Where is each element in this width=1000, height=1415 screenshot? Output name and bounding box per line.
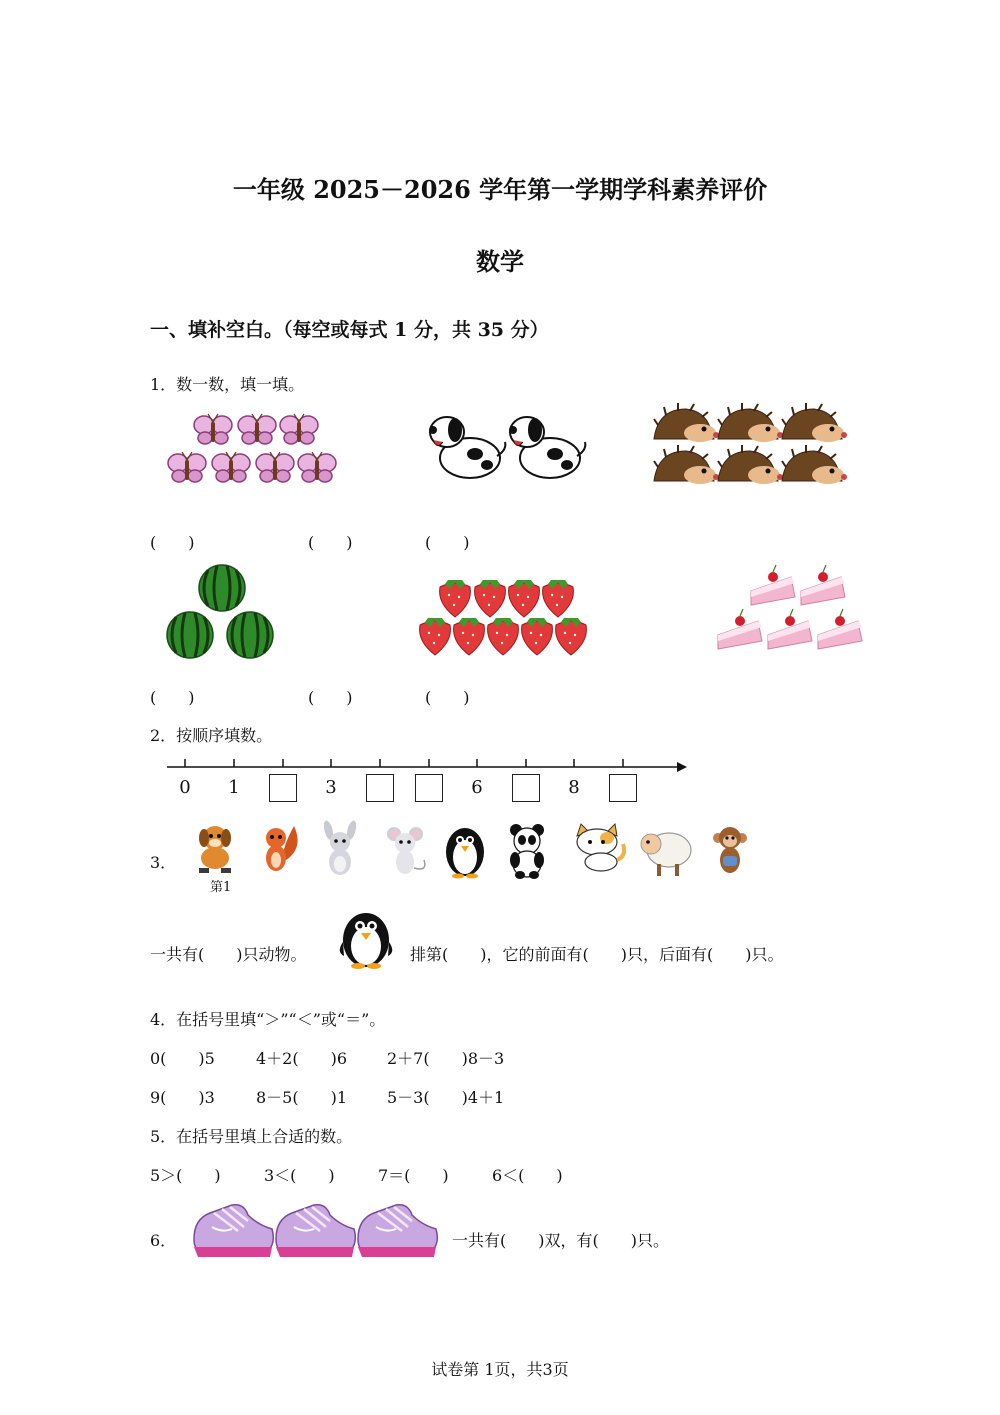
cake-group xyxy=(713,565,868,655)
strawberry-group xyxy=(415,575,595,660)
section-heading: 一、填补空白。（每空或每式 1 分，共 35 分） xyxy=(150,319,549,341)
tick-label: 0 xyxy=(179,777,191,798)
hedgehog-group xyxy=(652,405,852,490)
shoe-icon xyxy=(192,1195,442,1265)
answer-box[interactable] xyxy=(269,774,297,802)
q5-item[interactable]: 3＜( ) xyxy=(264,1166,335,1185)
q4-item[interactable]: 8－5( )1 xyxy=(256,1088,348,1107)
penguin-icon xyxy=(446,828,484,879)
q4-item[interactable]: 9( )3 xyxy=(150,1088,215,1107)
butterfly-group xyxy=(165,408,345,493)
q5-prompt: 5．在括号里填上合适的数。 xyxy=(150,1127,353,1146)
first-position-label: 第1 xyxy=(210,880,232,895)
q1-blank-strawberry[interactable]: ( ) xyxy=(308,688,353,707)
dog-icon xyxy=(420,410,590,485)
answer-box[interactable] xyxy=(512,774,540,802)
q4-prompt: 4．在括号里填“＞”“＜”或“＝”。 xyxy=(150,1010,386,1029)
shoe-group xyxy=(192,1195,442,1265)
cat-icon xyxy=(577,824,624,871)
page-footer: 试卷第 1页，共3页 xyxy=(431,1360,569,1379)
dog-icon xyxy=(199,826,231,873)
tick-label: 8 xyxy=(568,777,580,798)
butterfly-icon xyxy=(165,408,345,493)
tick-label: 1 xyxy=(228,777,240,798)
squirrel-icon xyxy=(266,826,298,871)
monkey-icon xyxy=(713,827,747,873)
q3-position-text: 排第( )，它的前面有( )只，后面有( )只。 xyxy=(410,945,784,964)
strawberry-icon xyxy=(415,575,595,660)
q1-blank-dog[interactable]: ( ) xyxy=(308,533,353,552)
q4-item[interactable]: 0( )5 xyxy=(150,1049,215,1068)
watermelon-group xyxy=(165,563,280,663)
tick-label: 6 xyxy=(471,777,483,798)
q3-prompt: 3． xyxy=(150,853,177,872)
watermelon-icon xyxy=(165,563,280,663)
q1-blank-watermelon[interactable]: ( ) xyxy=(150,688,195,707)
answer-box[interactable] xyxy=(366,774,394,802)
q6-prompt: 6． xyxy=(150,1231,177,1250)
q1-blank-cake[interactable]: ( ) xyxy=(425,688,470,707)
animal-row xyxy=(190,820,760,880)
tick-label: 3 xyxy=(325,777,337,798)
q6-text: 一共有( )双，有( )只。 xyxy=(452,1231,669,1250)
q1-blank-hedgehog[interactable]: ( ) xyxy=(425,533,470,552)
exam-title: 一年级 2025－2026 学年第一学期学科素养评价 xyxy=(232,175,768,204)
sheep-icon xyxy=(641,833,691,876)
subject-title: 数学 xyxy=(476,247,524,276)
answer-box[interactable] xyxy=(415,774,443,802)
cake-icon xyxy=(713,565,868,655)
penguin-icon xyxy=(336,908,398,968)
q4-item[interactable]: 4＋2( )6 xyxy=(256,1049,348,1068)
q3-total-text: 一共有( )只动物。 xyxy=(150,945,307,964)
hedgehog-icon xyxy=(652,405,852,490)
q1-prompt: 1．数一数，填一填。 xyxy=(150,375,305,394)
mouse-icon xyxy=(387,827,425,874)
q2-prompt: 2．按顺序填数。 xyxy=(150,726,273,745)
q5-item[interactable]: 5＞( ) xyxy=(150,1166,221,1185)
rabbit-icon xyxy=(322,820,358,875)
dog-group xyxy=(420,410,590,485)
q5-item[interactable]: 6＜( ) xyxy=(492,1166,563,1185)
panda-icon xyxy=(510,824,544,879)
q1-blank-butterfly[interactable]: ( ) xyxy=(150,533,195,552)
q5-item[interactable]: 7＝( ) xyxy=(378,1166,449,1185)
answer-box[interactable] xyxy=(609,774,637,802)
q4-item[interactable]: 5－3( )4＋1 xyxy=(387,1088,505,1107)
q4-item[interactable]: 2＋7( )8－3 xyxy=(387,1049,505,1068)
